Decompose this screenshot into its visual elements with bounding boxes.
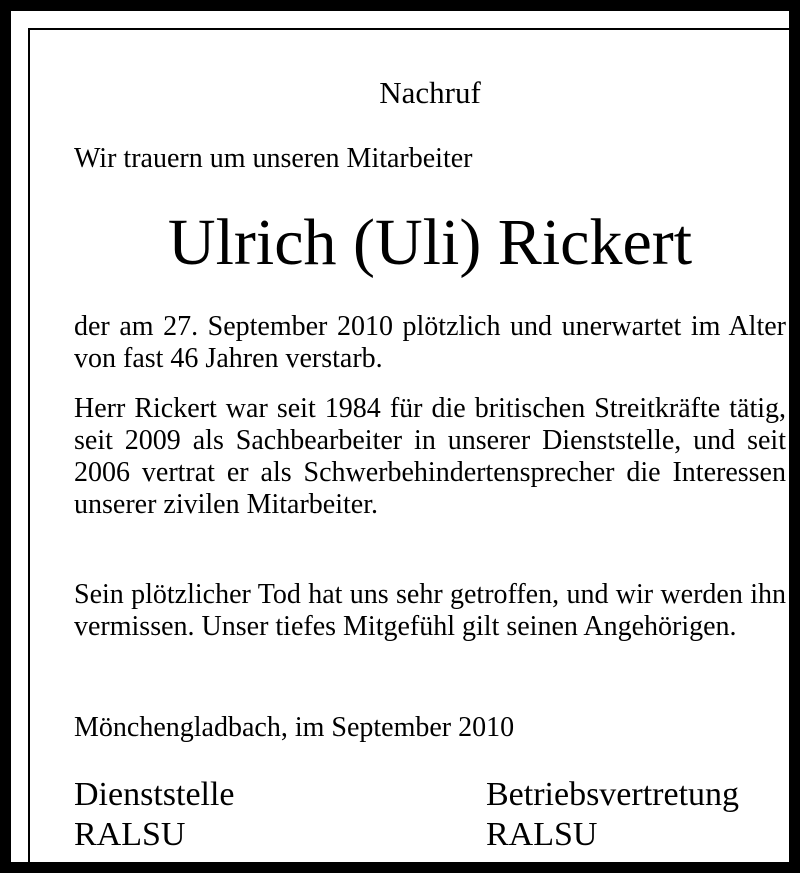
paragraph-career: Herr Rickert war seit 1984 für die britischen Streitkräfte tätig, seit 2009 als Sachbearbeiter in unserer Dienststelle, und seit 2006 vertrat er als Schwerbehindertensprecher die Interessen unserer zivilen Mitarbeiter. [74, 393, 786, 520]
signature-right-line1: Betriebsvertretung [486, 776, 740, 813]
signature-left-line1: Dienststelle [74, 776, 235, 813]
paragraph-death-notice: der am 27. September 2010 plötzlich und unerwartet im Alter von fast 46 Jahren verstarb. [74, 311, 786, 374]
signature-left [74, 775, 235, 855]
deceased-name: Ulrich (Uli) Rickert [167, 206, 693, 279]
obituary-inner-border [28, 28, 794, 867]
signature-right-line2: RALSU [486, 816, 598, 853]
obituary-heading: Nachruf [379, 75, 481, 110]
signature-left-line2: RALSU [74, 816, 186, 853]
signature-right [486, 775, 739, 855]
paragraph-condolence: Sein plötzlicher Tod hat uns sehr getroffen, und wir werden ihn vermissen. Unser tiefes Mitgefühl gilt seinen Angehörigen. [74, 579, 786, 642]
obituary-intro: Wir trauern um unseren Mitarbeiter [74, 143, 473, 174]
place-and-date: Mönchengladbach, im September 2010 [74, 712, 515, 743]
